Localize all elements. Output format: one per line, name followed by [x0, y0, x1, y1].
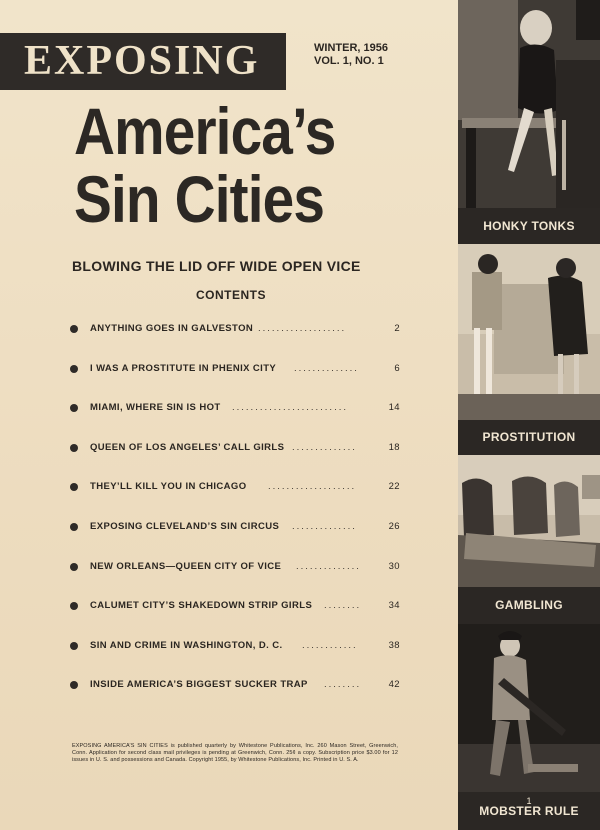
- bullet-icon: [70, 325, 78, 333]
- toc-page-number: 18: [388, 441, 400, 453]
- table-of-contents: [70, 323, 400, 719]
- toc-page-number: 2: [394, 323, 400, 334]
- toc-entry[interactable]: [70, 481, 400, 521]
- bullet-icon: [70, 602, 78, 610]
- toc-title: MIAMI, WHERE SIN IS HOT: [90, 402, 221, 414]
- dot-leader: ............: [302, 639, 358, 651]
- toc-title: THEY’LL KILL YOU IN CHICAGO: [90, 481, 247, 493]
- page-number: 1: [526, 796, 532, 806]
- bullet-icon: [70, 681, 78, 689]
- bullet-icon: [70, 365, 78, 373]
- toc-page-number: 6: [394, 362, 400, 374]
- toc-title: I WAS A PROSTITUTE IN PHENIX CITY: [90, 362, 277, 374]
- toc-entry[interactable]: [70, 402, 400, 442]
- dot-leader: ..............: [292, 520, 357, 532]
- toc-entry[interactable]: [70, 363, 400, 403]
- toc-entry[interactable]: [70, 442, 400, 482]
- toc-page-number: 22: [388, 481, 400, 493]
- dot-leader: .........................: [232, 402, 348, 414]
- label-mobster-rule: MOBSTER RULE: [458, 792, 600, 830]
- subtitle: BLOWING THE LID OFF WIDE OPEN VICE: [72, 258, 361, 274]
- toc-title: QUEEN OF LOS ANGELES’ CALL GIRLS: [90, 441, 285, 453]
- toc-page-number: 14: [388, 402, 400, 414]
- dot-leader: ........: [324, 600, 362, 612]
- toc-entry[interactable]: [70, 640, 400, 680]
- masthead-banner: EXPOSING: [0, 33, 286, 90]
- dot-leader: ...................: [258, 323, 347, 334]
- prostitution-photo: [458, 244, 600, 420]
- toc-page-number: 34: [388, 600, 400, 612]
- bullet-icon: [70, 444, 78, 452]
- bullet-icon: [70, 563, 78, 571]
- contents-heading: CONTENTS: [196, 288, 266, 302]
- photo-sidebar: [458, 0, 600, 830]
- publication-notice: EXPOSING AMERICA’S SIN CITIES is published quarterly by Whitestone Publications, Inc. 260 Mason Street, Greenwich, Conn. Application for second class mail privileges is pending at Greenwich, Conn. 25¢ a copy. Subscription price $3.00 for 12 issues in U. S. and possessions and Canada. Copyright 1955, by Whitestone Publications, Inc. Printed in U. S. A.: [72, 743, 398, 763]
- toc-entry[interactable]: [70, 561, 400, 601]
- honky-tonk-photo: [458, 0, 600, 208]
- issue-info: [314, 42, 434, 68]
- dot-leader: ..............: [294, 362, 359, 374]
- toc-entry[interactable]: [70, 600, 400, 640]
- dot-leader: ...................: [268, 481, 357, 493]
- dot-leader: ..............: [296, 560, 361, 572]
- toc-page-number: 42: [388, 679, 400, 691]
- toc-title: SIN AND CRIME IN WASHINGTON, D. C.: [90, 639, 283, 651]
- toc-entry[interactable]: [70, 323, 400, 363]
- bullet-icon: [70, 404, 78, 412]
- title-line-1: America’s: [74, 94, 336, 168]
- issue-date: WINTER, 1956: [314, 42, 388, 54]
- toc-title: EXPOSING CLEVELAND’S SIN CIRCUS: [90, 520, 280, 532]
- toc-title: NEW ORLEANS—QUEEN CITY OF VICE: [90, 560, 282, 572]
- bullet-icon: [70, 483, 78, 491]
- bullet-icon: [70, 642, 78, 650]
- bullet-icon: [70, 523, 78, 531]
- dot-leader: ........: [324, 679, 362, 691]
- toc-entry[interactable]: [70, 679, 400, 719]
- dot-leader: ..............: [292, 441, 357, 453]
- mobster-photo: [458, 624, 600, 792]
- toc-page-number: 38: [388, 639, 400, 651]
- issue-volume: VOL. 1, NO. 1: [314, 55, 384, 67]
- toc-entry[interactable]: [70, 521, 400, 561]
- toc-page-number: 26: [388, 520, 400, 532]
- gambling-photo: [458, 455, 600, 587]
- toc-page-number: 30: [388, 560, 400, 572]
- label-honky-tonks: HONKY TONKS: [458, 208, 600, 244]
- label-gambling: GAMBLING: [458, 587, 600, 624]
- label-prostitution: PROSTITUTION: [458, 420, 600, 455]
- magazine-title: [74, 94, 401, 236]
- toc-title: CALUMET CITY’S SHAKEDOWN STRIP GIRLS: [90, 600, 313, 612]
- toc-title: ANYTHING GOES IN GALVESTON: [90, 323, 254, 334]
- title-line-2: Sin Cities: [74, 162, 325, 236]
- toc-title: INSIDE AMERICA’S BIGGEST SUCKER TRAP: [90, 679, 308, 691]
